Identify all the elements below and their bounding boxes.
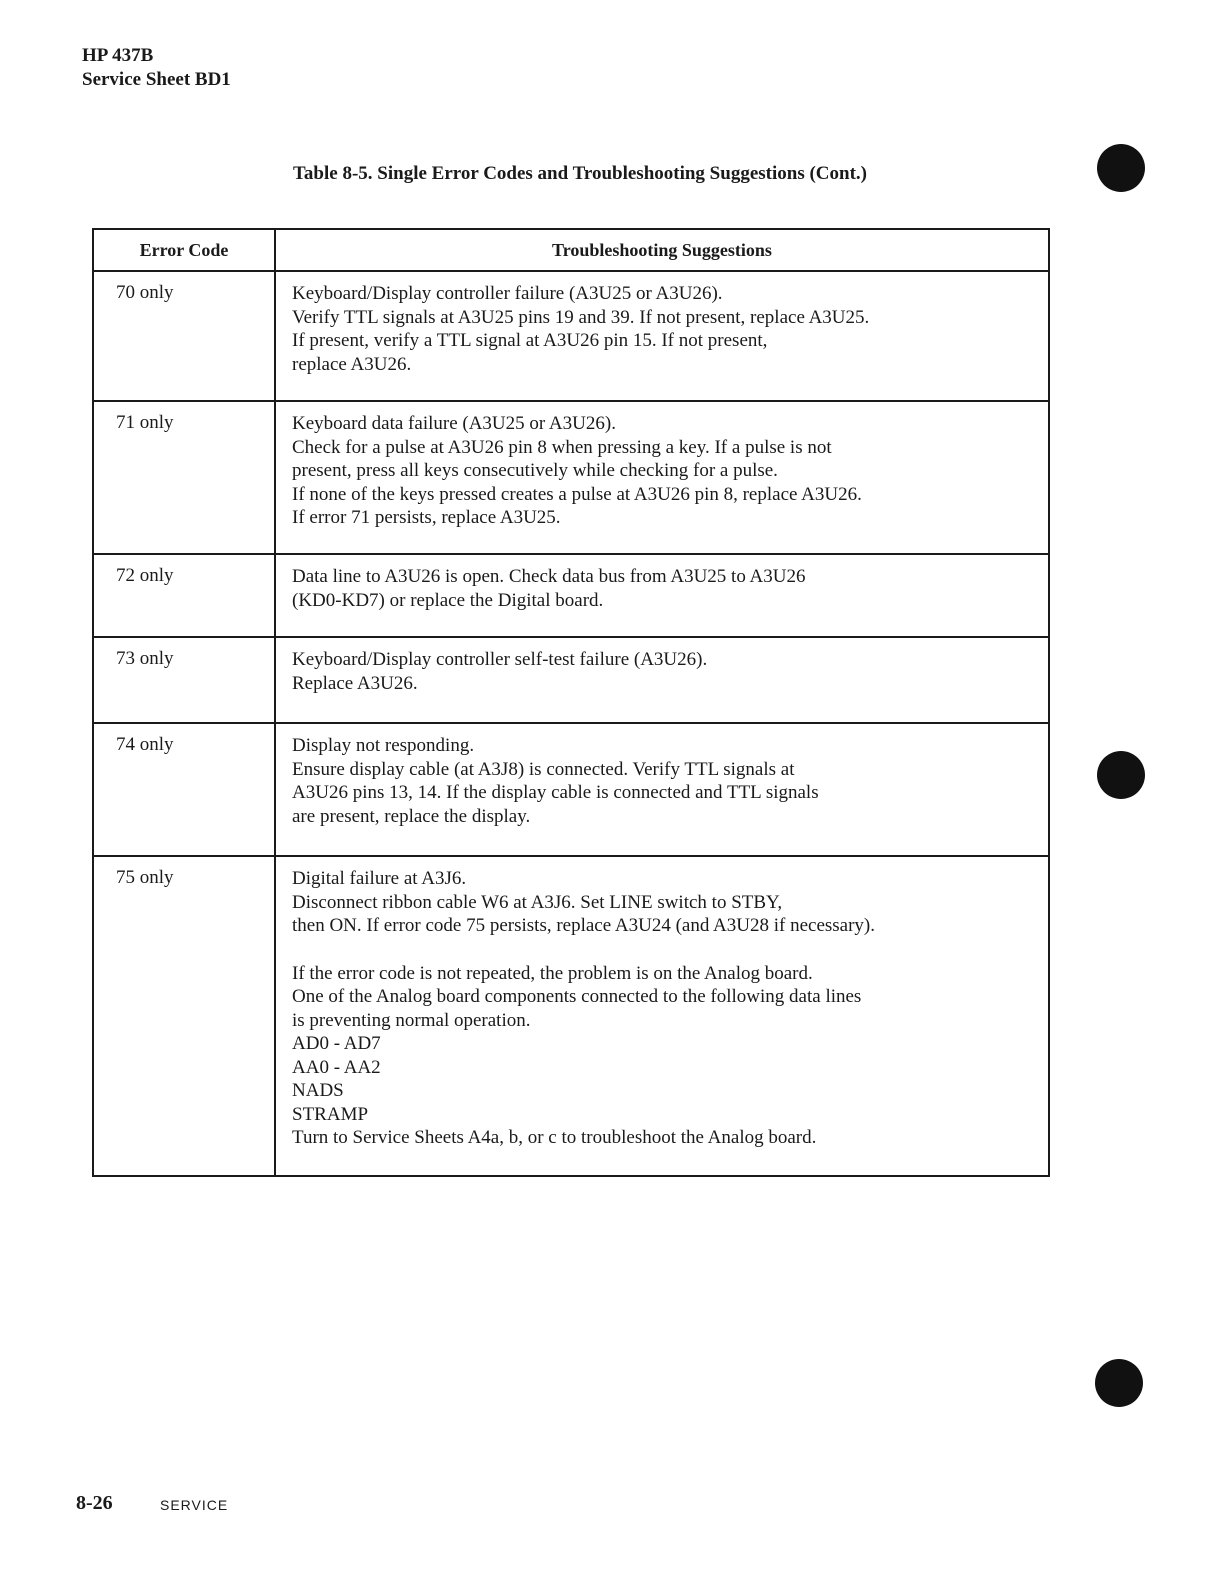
page-number: 8-26 xyxy=(76,1492,113,1514)
suggestion-line: is preventing normal operation. xyxy=(292,1009,531,1031)
column-header-error-code: Error Code xyxy=(93,229,275,271)
table-row xyxy=(93,723,1049,856)
suggestion-line: Keyboard data failure (A3U25 or A3U26). xyxy=(292,413,616,434)
suggestion-line: If present, verify a TTL signal at A3U26 pin 15. If not present, xyxy=(292,330,768,351)
suggestion-line: Display not responding. xyxy=(292,735,475,756)
suggestion-line: If none of the keys pressed creates a pulse at A3U26 pin 8, replace A3U26. xyxy=(292,483,862,505)
suggestion-line: STRAMP xyxy=(292,1103,369,1125)
suggestion-line: AD0 - AD7 xyxy=(292,1033,381,1054)
suggestion-line: replace A3U26. xyxy=(292,353,412,375)
model-number: HP 437B xyxy=(82,45,154,66)
suggestion-line: are present, replace the display. xyxy=(292,805,531,827)
suggestion-line: then ON. If error code 75 persists, replace A3U24 (and A3U28 if necessary). xyxy=(292,915,876,936)
suggestion-line: Ensure display cable (at A3J8) is connected. Verify TTL signals at xyxy=(292,758,795,780)
suggestion-line: NADS xyxy=(292,1080,344,1101)
table-row xyxy=(93,401,1049,554)
table-row xyxy=(93,271,1049,401)
column-header-suggestions: Troubleshooting Suggestions xyxy=(275,229,1049,271)
table-title: Table 8-5. Single Error Codes and Troubleshooting Suggestions (Cont.) xyxy=(293,163,867,184)
suggestion-cell xyxy=(275,856,1049,1176)
table-row xyxy=(93,637,1049,723)
suggestion-line: Data line to A3U26 is open. Check data bus from A3U25 to A3U26 xyxy=(292,566,806,587)
suggestion-line: If error 71 persists, replace A3U25. xyxy=(292,507,561,528)
binder-hole-icon xyxy=(1097,144,1145,192)
suggestion-cell xyxy=(275,723,1049,856)
suggestion-line: Keyboard/Display controller self-test failure (A3U26). xyxy=(292,649,708,670)
suggestion-cell xyxy=(275,271,1049,401)
suggestion-line: present, press all keys consecutively while checking for a pulse. xyxy=(292,460,778,481)
error-code-cell: 71 only xyxy=(93,401,275,554)
error-code-cell: 70 only xyxy=(93,271,275,401)
error-code-table xyxy=(92,228,1050,1177)
service-sheet-label: Service Sheet BD1 xyxy=(82,69,231,90)
suggestion-line: Keyboard/Display controller failure (A3U25 or A3U26). xyxy=(292,283,723,304)
table-header-row xyxy=(93,229,1049,271)
suggestion-cell xyxy=(275,401,1049,554)
error-code-cell: 73 only xyxy=(93,637,275,723)
table-row xyxy=(93,856,1049,1176)
suggestion-cell xyxy=(275,554,1049,637)
suggestion-line: Verify TTL signals at A3U25 pins 19 and 39. If not present, replace A3U25. xyxy=(292,306,870,328)
suggestion-line: Digital failure at A3J6. xyxy=(292,868,467,889)
suggestion-line: One of the Analog board components connected to the following data lines xyxy=(292,986,862,1007)
suggestion-line: (KD0-KD7) or replace the Digital board. xyxy=(292,589,604,611)
error-code-cell: 75 only xyxy=(93,856,275,1176)
footer-section-label: SERVICE xyxy=(160,1497,229,1513)
table-row xyxy=(93,554,1049,637)
error-code-cell: 74 only xyxy=(93,723,275,856)
document-header xyxy=(82,44,231,92)
binder-hole-icon xyxy=(1095,1359,1143,1407)
suggestion-line: Replace A3U26. xyxy=(292,672,418,694)
error-code-cell: 72 only xyxy=(93,554,275,637)
suggestion-line: Turn to Service Sheets A4a, b, or c to troubleshoot the Analog board. xyxy=(292,1127,817,1148)
suggestion-line: Check for a pulse at A3U26 pin 8 when pressing a key. If a pulse is not xyxy=(292,436,832,458)
binder-hole-icon xyxy=(1097,751,1145,799)
paragraph-gap xyxy=(292,938,1036,962)
suggestion-cell xyxy=(275,637,1049,723)
suggestion-line: If the error code is not repeated, the problem is on the Analog board. xyxy=(292,962,813,984)
suggestion-line: Disconnect ribbon cable W6 at A3J6. Set LINE switch to STBY, xyxy=(292,891,783,913)
suggestion-line: A3U26 pins 13, 14. If the display cable is connected and TTL signals xyxy=(292,782,819,803)
suggestion-line: AA0 - AA2 xyxy=(292,1056,381,1078)
